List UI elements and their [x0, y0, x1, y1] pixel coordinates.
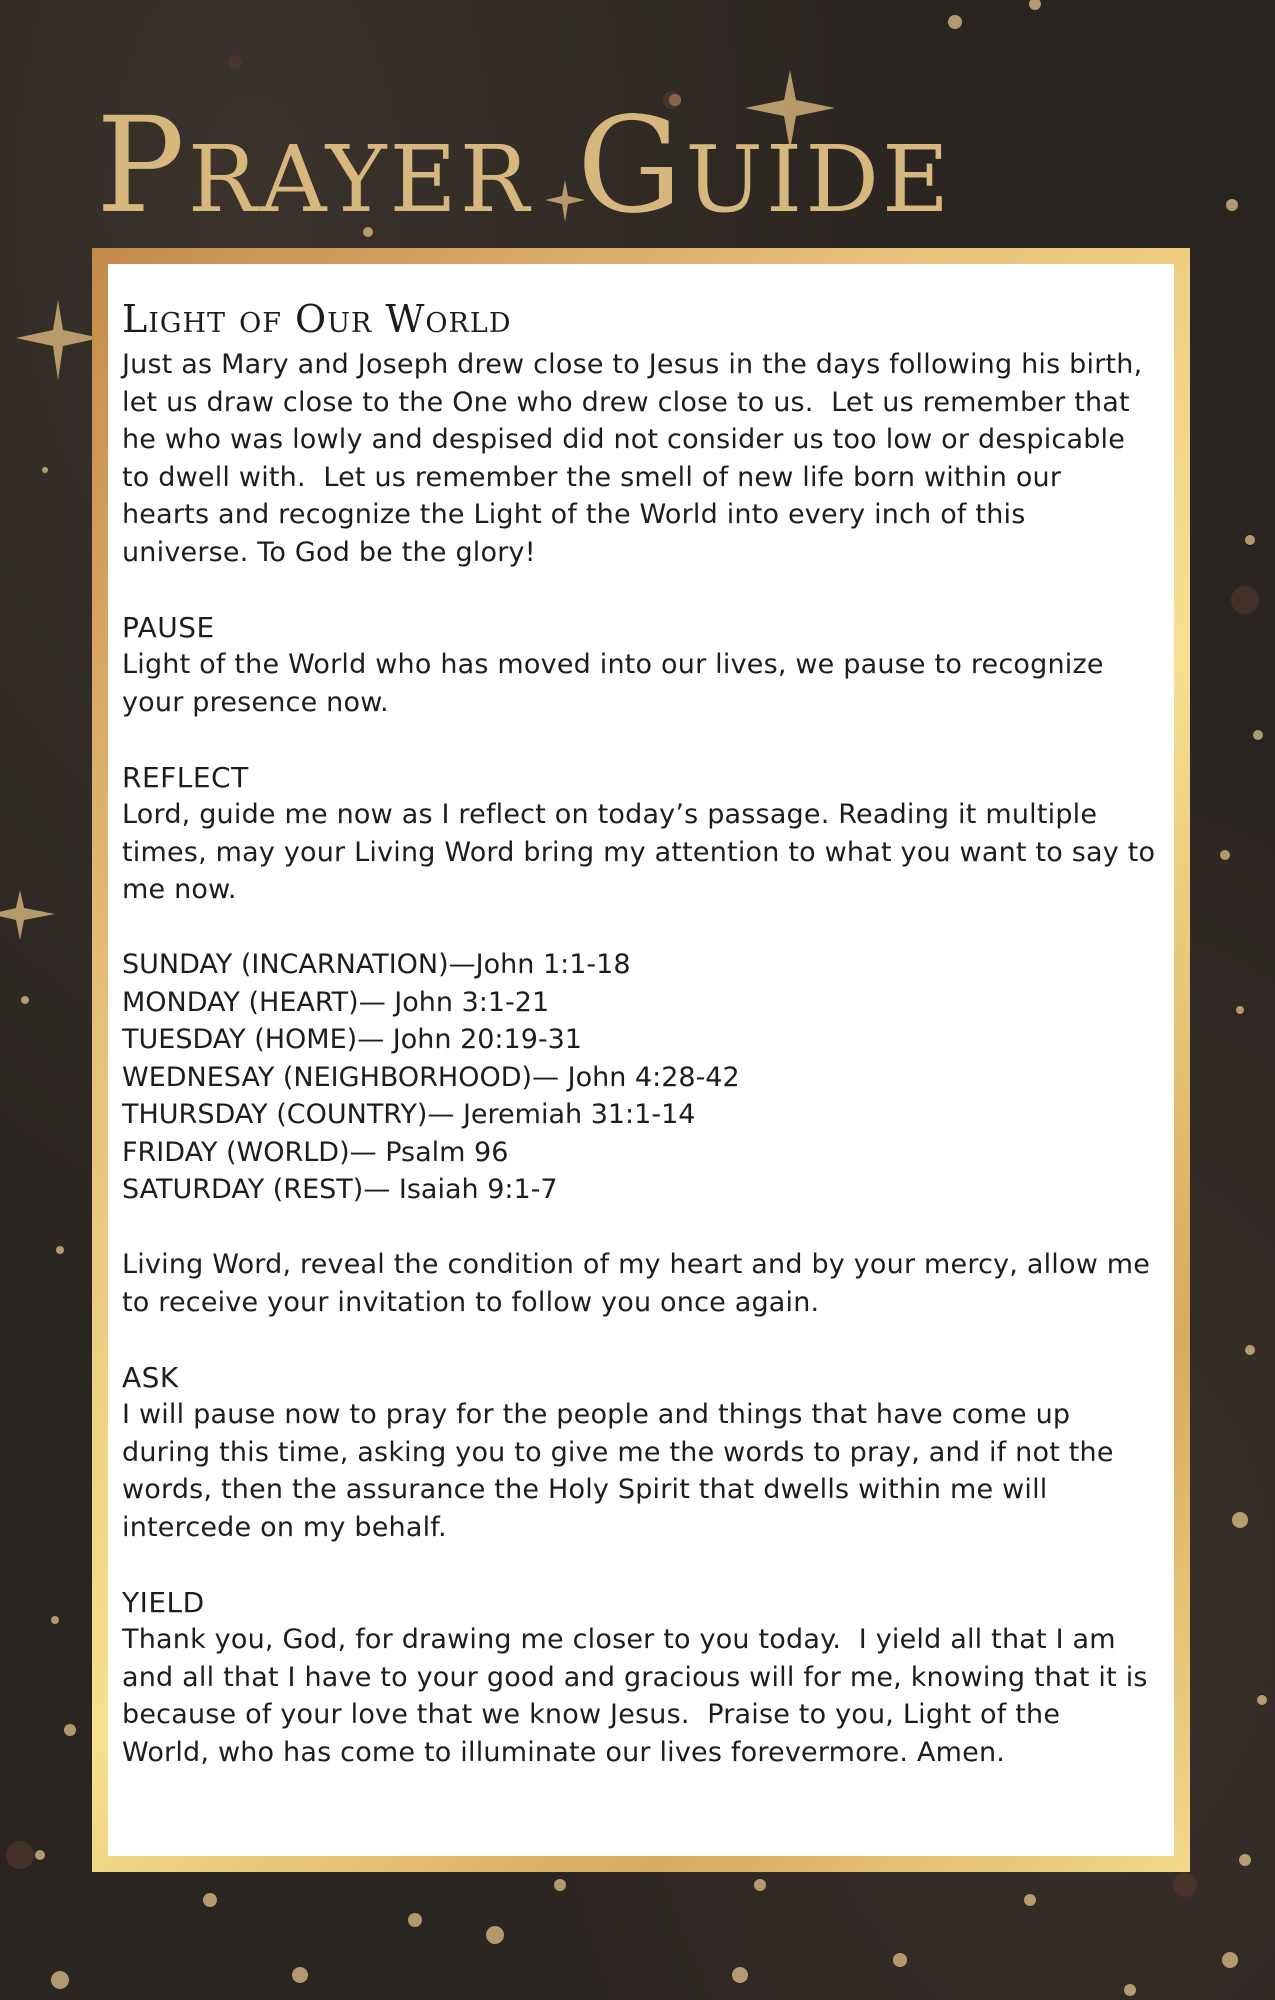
- yield-heading: YIELD: [122, 1585, 205, 1619]
- reading-item: SATURDAY (REST)— Isaiah 9:1-7: [122, 1174, 558, 1205]
- spacer: [122, 1209, 1156, 1247]
- reflect-closing: Living Word, reveal the condition of my heart and by your mercy, allow me to receive your invitation to follow you once again.: [122, 1249, 1159, 1318]
- reading-item: WEDNESAY (NEIGHBORHOOD)— John 4:28-42: [122, 1061, 740, 1093]
- reading-item: MONDAY (HEART)— John 3:1-21: [122, 986, 550, 1018]
- pause-text: Light of the World who has moved into our lives, we pause to recognize your presence now.: [122, 649, 1113, 718]
- reflect-text: Lord, guide me now as I reflect on today’s passage. Reading it multiple times, may your Living Word bring my attention to what you want to say to me now.: [122, 799, 1165, 905]
- ask-text: I will pause now to pray for the people and things that have come up during this time, asking you to give me the words to pray, and if not the words, then the assurance the Holy Spirit that dwells within me will intercede on my behalf.: [122, 1399, 1123, 1543]
- reading-item: SUNDAY (INCARNATION)—John 1:1-18: [122, 949, 631, 980]
- page-title: Prayer Guide: [96, 89, 953, 243]
- reading-item: TUESDAY (HOME)— John 20:19-31: [122, 1024, 582, 1055]
- intro-paragraph: Just as Mary and Joseph drew close to Jesus in the days following his birth, let us draw close to the One who drew close to us. Let us remember that he who was lowly and despised did not consider us too low or despicable to dwell with. Let us remember the smell of new life born within our hearts and recognize the Light of the World into every inch of this universe. To God be the glory!: [122, 349, 1152, 568]
- pause-heading: PAUSE: [122, 610, 215, 644]
- yield-text: Thank you, God, for drawing me closer to you today. I yield all that I am and all that I have to your good and gracious will for me, knowing that it is because of your love that we know Jesus. Praise to you, Light of the World, who has come to illuminate our lives forevermore. Amen.: [122, 1624, 1157, 1768]
- reading-item: THURSDAY (COUNTRY)— Jeremiah 31:1-14: [122, 1099, 696, 1130]
- reading-item: FRIDAY (WORLD)— Psalm 96: [122, 1136, 509, 1168]
- spacer: [122, 909, 1156, 947]
- reflect-heading: REFLECT: [122, 760, 249, 794]
- ask-heading: ASK: [122, 1360, 179, 1394]
- prayer-card: [108, 264, 1174, 1856]
- readings-list: [122, 946, 1156, 1209]
- gold-frame: [92, 248, 1190, 1872]
- card-title: Light of Our World: [122, 297, 512, 341]
